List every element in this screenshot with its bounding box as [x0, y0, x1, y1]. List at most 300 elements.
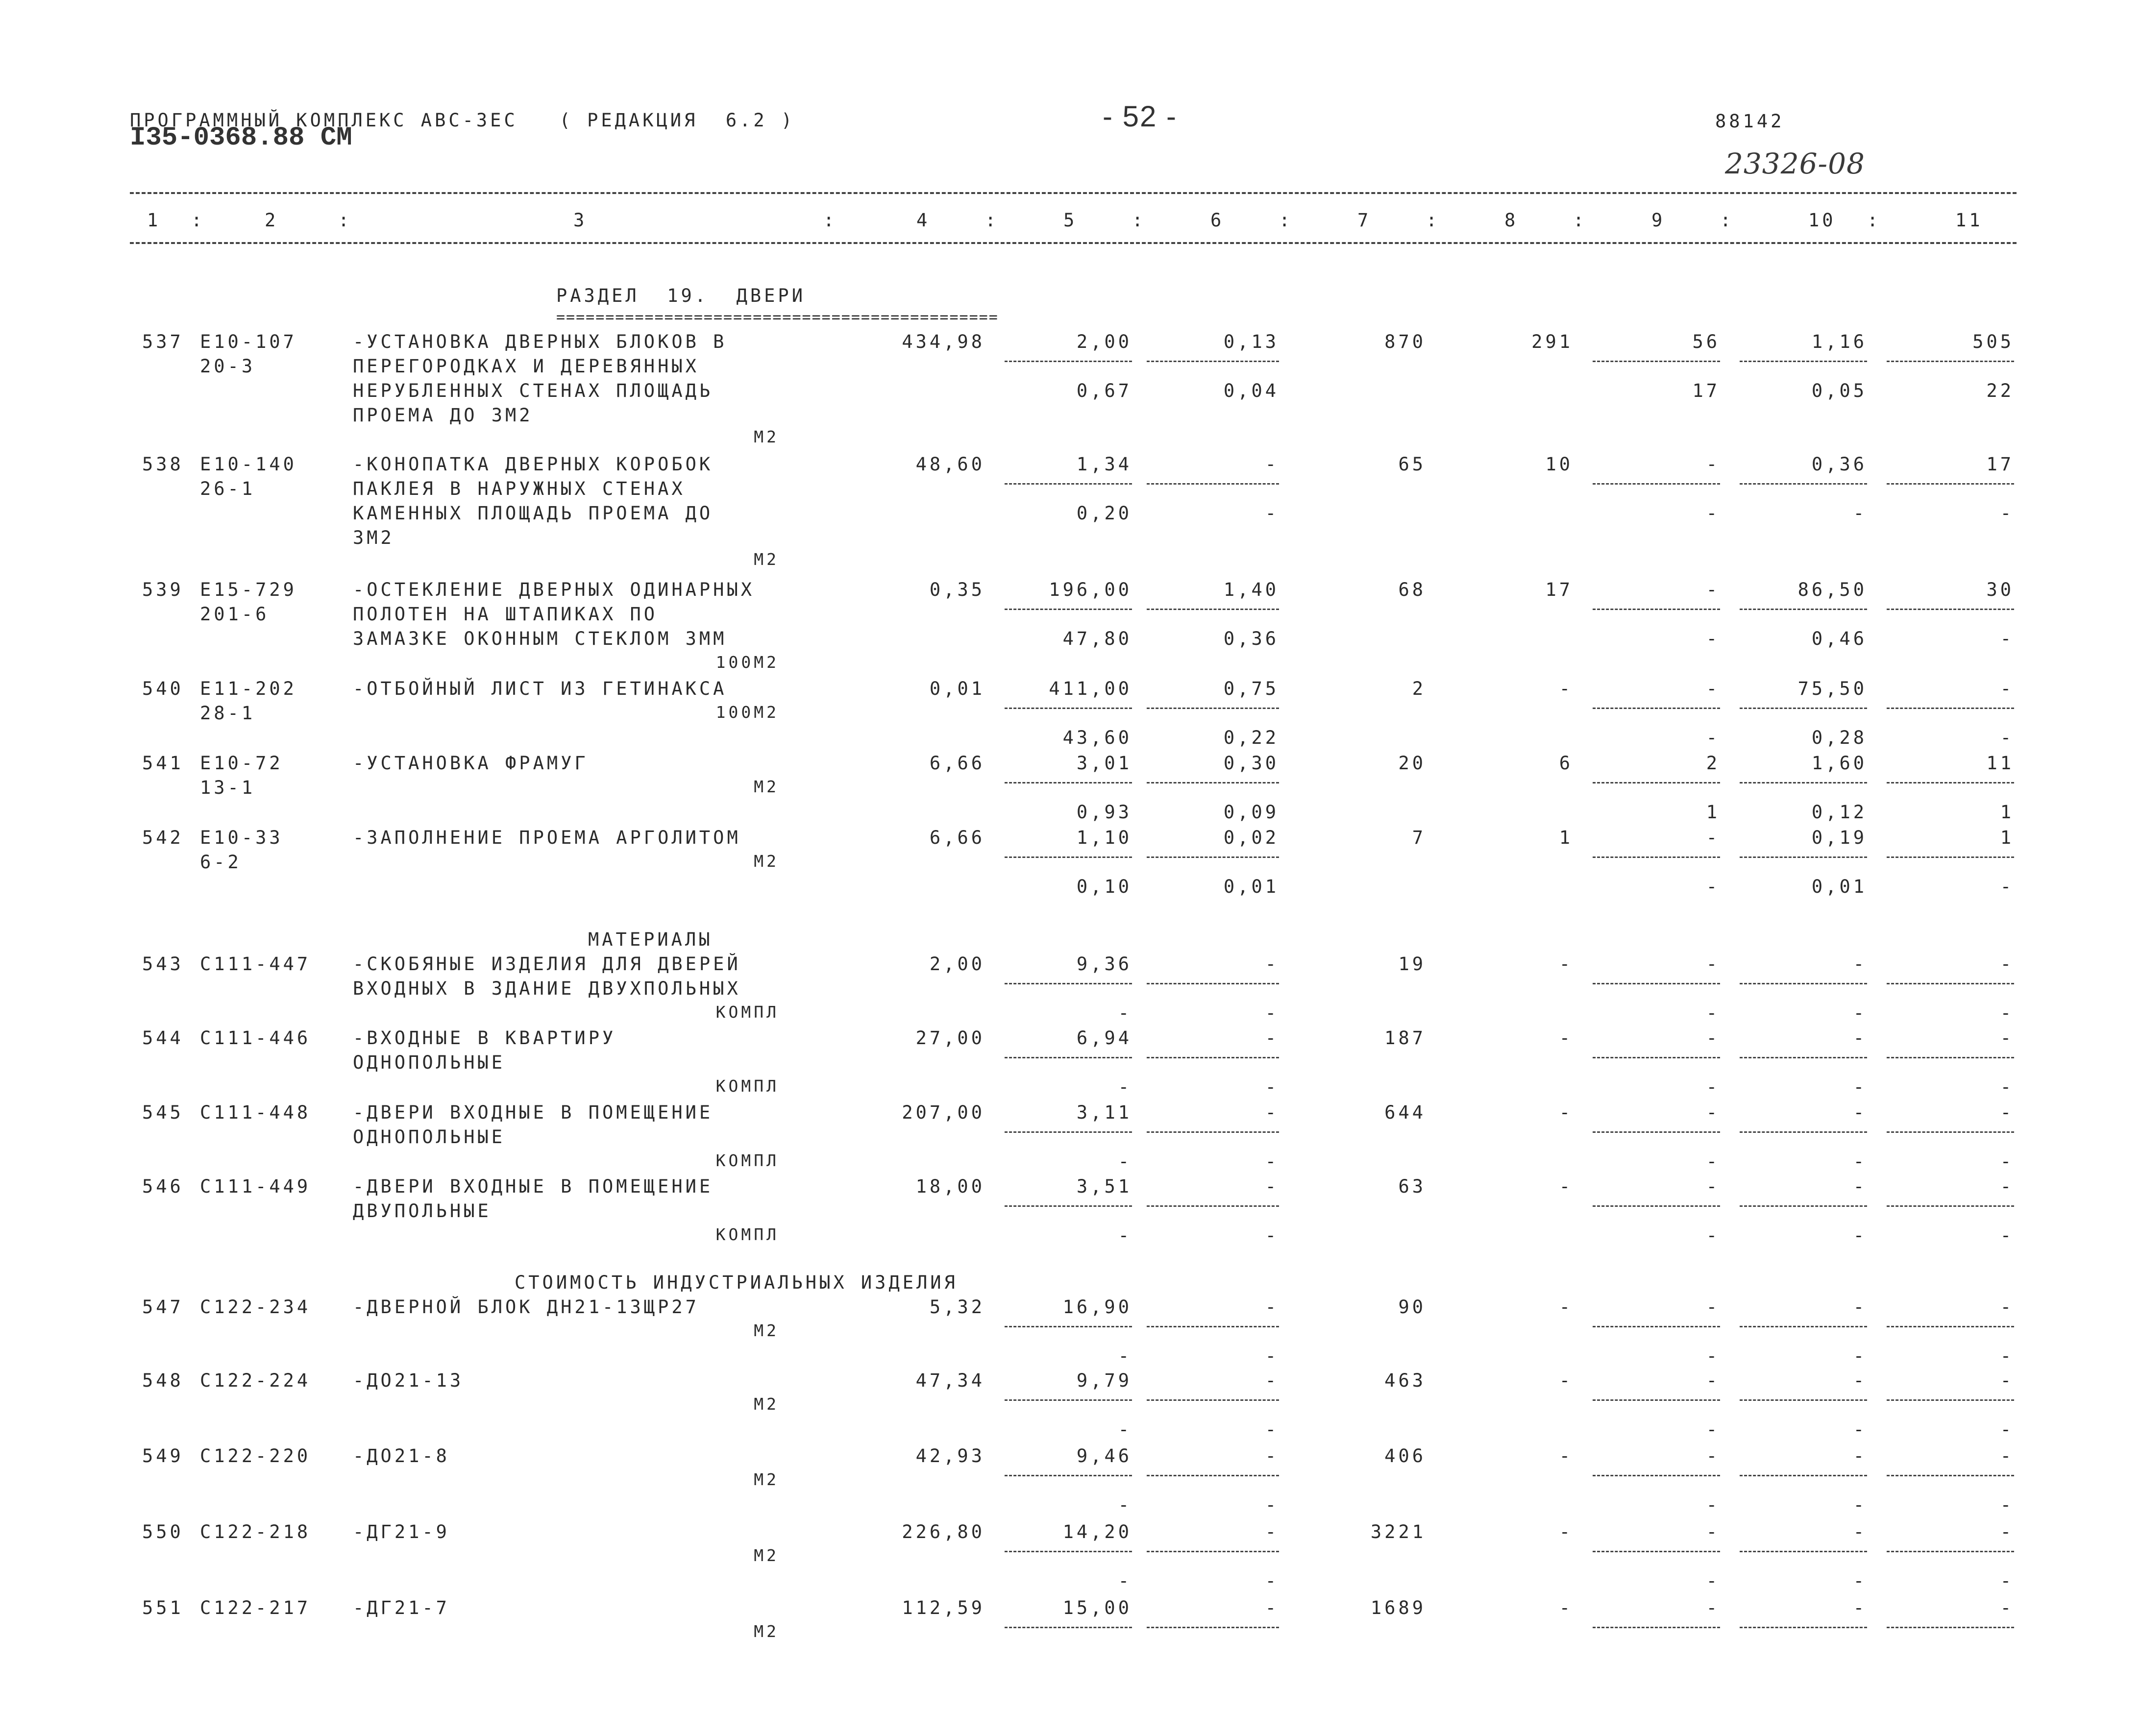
cell-c8: -	[1559, 1176, 1573, 1197]
cell-c4: 27,00	[915, 1027, 985, 1049]
cell-c11: 11	[1986, 753, 2014, 774]
cell-separator	[1593, 1131, 1720, 1133]
cell-c4: 207,00	[902, 1102, 985, 1123]
cell-c11: -	[2000, 1521, 2014, 1542]
cell-c5: 3,51	[1076, 1176, 1132, 1197]
cell-c5: 9,36	[1076, 954, 1132, 975]
cell-separator	[1740, 1399, 1867, 1401]
cell-separator	[1740, 1627, 1867, 1628]
row-number: 546	[142, 1176, 184, 1197]
section-underline: =============================================	[556, 309, 999, 326]
cell-c4: 434,98	[902, 331, 985, 352]
row-unit: М2	[754, 1321, 779, 1340]
cell-s9: -	[1706, 1345, 1720, 1367]
cell-c6: 1,40	[1223, 579, 1279, 600]
cell-separator	[1005, 609, 1132, 610]
cell-c5: 9,79	[1076, 1370, 1132, 1391]
cell-c6: -	[1265, 1102, 1279, 1123]
cell-separator	[1740, 361, 1867, 362]
cell-separator	[1593, 856, 1720, 858]
column-header-12: 7	[1357, 210, 1372, 231]
cell-c8: -	[1559, 1521, 1573, 1542]
cell-c11: 30	[1986, 579, 2014, 600]
cell-c6: -	[1265, 1027, 1279, 1049]
cell-separator	[1005, 708, 1132, 709]
cell-s9: -	[1706, 503, 1720, 524]
cell-c6: -	[1265, 1445, 1279, 1467]
cell-s10: -	[1853, 503, 1867, 524]
row-description-line: -УСТАНОВКА ФРАМУГ	[353, 753, 589, 774]
cell-separator	[1005, 983, 1132, 984]
cell-separator	[1147, 1131, 1279, 1133]
cell-separator	[1887, 782, 2014, 783]
row-description-line: ПЕРЕГОРОДКАХ И ДЕРЕВЯННЫХ	[353, 356, 699, 377]
cell-s10: -	[1853, 1076, 1867, 1098]
cell-c5: 6,94	[1076, 1027, 1132, 1049]
row-number: 550	[142, 1521, 184, 1542]
cell-separator	[1147, 983, 1279, 984]
cell-s11: 22	[1986, 380, 2014, 401]
cell-separator	[1740, 1475, 1867, 1476]
cell-c4: 6,66	[929, 827, 985, 848]
cell-c7: 90	[1398, 1296, 1426, 1318]
cell-c8: -	[1559, 1102, 1573, 1123]
cell-c9: -	[1706, 579, 1720, 600]
row-description-line: 3М2	[353, 527, 394, 548]
cell-c8: 291	[1531, 331, 1573, 352]
cell-c4: 2,00	[929, 954, 985, 975]
cell-c7: 63	[1398, 1176, 1426, 1197]
row-code: Е10-33	[200, 827, 283, 848]
cell-c8: 1	[1559, 827, 1573, 848]
cell-separator	[1147, 609, 1279, 610]
row-number: 549	[142, 1445, 184, 1467]
page-number: - 52 -	[1103, 100, 1178, 133]
cell-c9: -	[1706, 678, 1720, 699]
cell-c8: 17	[1545, 579, 1573, 600]
cell-c6: 0,30	[1223, 753, 1279, 774]
cell-separator	[1887, 609, 2014, 610]
cell-c5: 411,00	[1049, 678, 1132, 699]
cell-c11: -	[2000, 1370, 2014, 1391]
cell-c5: 3,11	[1076, 1102, 1132, 1123]
cell-c10: -	[1853, 1597, 1867, 1618]
row-description-line: -ОСТЕКЛЕНИЕ ДВЕРНЫХ ОДИНАРНЫХ	[353, 579, 755, 600]
cell-separator	[1593, 609, 1720, 610]
cell-c9: -	[1706, 1296, 1720, 1318]
cell-c8: -	[1559, 678, 1573, 699]
cell-separator	[1887, 483, 2014, 485]
cell-s6: 0,09	[1223, 802, 1279, 823]
cell-separator	[1147, 361, 1279, 362]
cell-c6: -	[1265, 1176, 1279, 1197]
cell-s6: 0,04	[1223, 380, 1279, 401]
row-unit: КОМПЛ	[715, 1002, 779, 1022]
cell-c10: -	[1853, 1521, 1867, 1542]
row-unit: М2	[754, 1470, 779, 1489]
cell-separator	[1147, 1399, 1279, 1401]
cell-c10: -	[1853, 1296, 1867, 1318]
cell-c9: -	[1706, 1176, 1720, 1197]
cell-separator	[1593, 708, 1720, 709]
row-description-line: -ДВЕРИ ВХОДНЫЕ В ПОМЕЩЕНИЕ	[353, 1176, 714, 1197]
cell-separator	[1005, 361, 1132, 362]
cell-c11: -	[2000, 954, 2014, 975]
cell-c11: -	[2000, 1597, 2014, 1618]
cell-c9: -	[1706, 1445, 1720, 1467]
cell-c7: 644	[1384, 1102, 1426, 1123]
cell-s11: -	[2000, 628, 2014, 649]
row-description-line: -ДВЕРИ ВХОДНЫЕ В ПОМЕЩЕНИЕ	[353, 1102, 714, 1123]
row-number: 545	[142, 1102, 184, 1123]
row-code: С122-218	[200, 1521, 311, 1542]
row-description-line: ЗАМАЗКЕ ОКОННЫМ СТЕКЛОМ 3ММ	[353, 628, 727, 649]
cell-s6: -	[1265, 1419, 1279, 1440]
cell-separator	[1887, 1399, 2014, 1401]
cell-c6: 0,02	[1223, 827, 1279, 848]
cell-separator	[1887, 983, 2014, 984]
cell-s5: 0,67	[1076, 380, 1132, 401]
cell-c9: -	[1706, 1370, 1720, 1391]
cell-s9: -	[1706, 1151, 1720, 1172]
cell-s10: 0,12	[1811, 802, 1867, 823]
cell-separator	[1887, 1205, 2014, 1207]
row-code: С122-217	[200, 1597, 311, 1618]
column-header-0: 1	[147, 210, 161, 231]
cell-c10: 75,50	[1797, 678, 1867, 699]
cell-s5: 0,93	[1076, 802, 1132, 823]
cell-c10: -	[1853, 1445, 1867, 1467]
cell-c7: 20	[1398, 753, 1426, 774]
cell-c8: 6	[1559, 753, 1573, 774]
cell-s6: 0,36	[1223, 628, 1279, 649]
row-number: 540	[142, 678, 184, 699]
cell-c10: 0,19	[1811, 827, 1867, 848]
cell-s5: -	[1118, 1151, 1132, 1172]
row-description-line: ВХОДНЫХ В ЗДАНИЕ ДВУХПОЛЬНЫХ	[353, 978, 741, 999]
cell-s5: -	[1118, 1002, 1132, 1024]
cell-c11: -	[2000, 1027, 2014, 1049]
cell-c5: 3,01	[1076, 753, 1132, 774]
row-description-line: ПРОЕМА ДО 3М2	[353, 405, 533, 426]
column-header-3: :	[338, 210, 352, 231]
cell-separator	[1005, 1057, 1132, 1058]
industrial-heading: СТОИМОСТЬ ИНДУСТРИАЛЬНЫХ ИЗДЕЛИЯ	[515, 1272, 958, 1293]
cell-c9: -	[1706, 1597, 1720, 1618]
row-number: 544	[142, 1027, 184, 1049]
cell-c11: -	[2000, 678, 2014, 699]
cell-s6: 0,22	[1223, 727, 1279, 748]
cell-s5: 0,20	[1076, 503, 1132, 524]
cell-s5: -	[1118, 1225, 1132, 1246]
cell-separator	[1887, 1475, 2014, 1476]
cell-s11: -	[2000, 876, 2014, 897]
cell-c5: 1,34	[1076, 454, 1132, 475]
cell-c4: 112,59	[902, 1597, 985, 1618]
row-description-line: ДВУПОЛЬНЫЕ	[353, 1200, 492, 1222]
cell-separator	[1005, 1399, 1132, 1401]
row-description-line: ПАКЛЕЯ В НАРУЖНЫХ СТЕНАХ	[353, 478, 686, 499]
cell-s5: 47,80	[1062, 628, 1132, 649]
cell-s9: -	[1706, 727, 1720, 748]
cell-c10: 86,50	[1797, 579, 1867, 600]
row-code: С111-448	[200, 1102, 311, 1123]
row-description-line: НЕРУБЛЕННЫХ СТЕНАХ ПЛОЩАДЬ	[353, 380, 714, 401]
cell-separator	[1005, 1131, 1132, 1133]
row-unit: М2	[754, 427, 779, 446]
cell-c4: 5,32	[929, 1296, 985, 1318]
row-description-line: -ДГ21-9	[353, 1521, 450, 1542]
cell-c11: -	[2000, 1176, 2014, 1197]
cell-separator	[1740, 782, 1867, 783]
cell-c7: 1689	[1370, 1597, 1426, 1618]
row-description-line: -ДО21-8	[353, 1445, 450, 1467]
cell-separator	[1147, 856, 1279, 858]
cell-c10: -	[1853, 1370, 1867, 1391]
cell-separator	[1593, 1057, 1720, 1058]
column-header-5: :	[823, 210, 837, 231]
cell-c8: -	[1559, 1370, 1573, 1391]
row-code-sub: 201-6	[200, 604, 270, 625]
row-description-line: -СКОБЯНЫЕ ИЗДЕЛИЯ ДЛЯ ДВЕРЕЙ	[353, 954, 741, 975]
row-code: Е15-729	[200, 579, 297, 600]
column-header-19: :	[1867, 210, 1881, 231]
cell-separator	[1593, 1475, 1720, 1476]
cell-separator	[1005, 1205, 1132, 1207]
cell-c11: -	[2000, 1102, 2014, 1123]
handwritten-number: 23326-08	[1725, 147, 1865, 180]
column-header-11: :	[1279, 210, 1293, 231]
cell-s11: -	[2000, 1494, 2014, 1516]
cell-c7: 3221	[1370, 1521, 1426, 1542]
row-unit: М2	[754, 550, 779, 569]
row-description-line: -ДВЕРНОЙ БЛОК ДН21-13ЩР27	[353, 1296, 699, 1318]
cell-separator	[1147, 782, 1279, 783]
cell-c4: 18,00	[915, 1176, 985, 1197]
cell-c4: 47,34	[915, 1370, 985, 1391]
cell-separator	[1740, 609, 1867, 610]
cell-c4: 0,01	[929, 678, 985, 699]
row-code-sub: 28-1	[200, 703, 256, 724]
cell-separator	[1887, 1627, 2014, 1628]
cell-separator	[1887, 708, 2014, 709]
cell-c11: -	[2000, 1296, 2014, 1318]
cell-s5: -	[1118, 1345, 1132, 1367]
cell-separator	[1147, 1475, 1279, 1476]
column-header-1: :	[191, 210, 205, 231]
row-code: С111-449	[200, 1176, 311, 1197]
row-number: 542	[142, 827, 184, 848]
cell-c10: 0,36	[1811, 454, 1867, 475]
cell-c10: -	[1853, 1102, 1867, 1123]
section-title: РАЗДЕЛ 19. ДВЕРИ	[556, 285, 806, 306]
cell-c5: 15,00	[1062, 1597, 1132, 1618]
cell-c9: -	[1706, 1027, 1720, 1049]
cell-s9: -	[1706, 1494, 1720, 1516]
cell-s9: -	[1706, 1419, 1720, 1440]
cell-separator	[1147, 708, 1279, 709]
row-description-line: -ОТБОЙНЫЙ ЛИСТ ИЗ ГЕТИНАКСА	[353, 678, 727, 699]
cell-c10: 1,16	[1811, 331, 1867, 352]
cell-separator	[1005, 1551, 1132, 1552]
cell-s11: -	[2000, 1225, 2014, 1246]
cell-s11: -	[2000, 1419, 2014, 1440]
column-header-8: 5	[1063, 210, 1078, 231]
row-code: Е10-140	[200, 454, 297, 475]
column-header-4: 3	[573, 210, 588, 231]
cell-s9: -	[1706, 628, 1720, 649]
cell-c6: -	[1265, 1296, 1279, 1318]
column-header-16: 9	[1651, 210, 1666, 231]
cell-c9: -	[1706, 454, 1720, 475]
row-number: 539	[142, 579, 184, 600]
cell-c11: -	[2000, 1445, 2014, 1467]
cell-c5: 1,10	[1076, 827, 1132, 848]
row-unit: 100М2	[715, 653, 779, 672]
cell-c10: 1,60	[1811, 753, 1867, 774]
cell-s6: -	[1265, 1225, 1279, 1246]
cell-c6: -	[1265, 1370, 1279, 1391]
cell-c10: -	[1853, 1027, 1867, 1049]
column-header-9: :	[1132, 210, 1146, 231]
cell-separator	[1005, 483, 1132, 485]
cell-separator	[1005, 1326, 1132, 1327]
cell-s11: 1	[2000, 802, 2014, 823]
cell-s6: -	[1265, 1151, 1279, 1172]
cell-s10: 0,28	[1811, 727, 1867, 748]
cell-c10: -	[1853, 1176, 1867, 1197]
cell-c7: 870	[1384, 331, 1426, 352]
cell-c7: 2	[1412, 678, 1426, 699]
cell-s10: -	[1853, 1494, 1867, 1516]
cell-s6: -	[1265, 1345, 1279, 1367]
cell-separator	[1740, 983, 1867, 984]
cell-c8: -	[1559, 1445, 1573, 1467]
cell-separator	[1005, 856, 1132, 858]
cell-c4: 42,93	[915, 1445, 985, 1467]
column-header-7: :	[985, 210, 999, 231]
cell-s10: 0,01	[1811, 876, 1867, 897]
row-code-sub: 20-3	[200, 356, 256, 377]
row-code: С111-447	[200, 954, 311, 975]
cell-s5: -	[1118, 1494, 1132, 1516]
cell-c5: 9,46	[1076, 1445, 1132, 1467]
cell-s9: 17	[1692, 380, 1720, 401]
row-description-line: -КОНОПАТКА ДВЕРНЫХ КОРОБОК	[353, 454, 714, 475]
cell-c5: 196,00	[1049, 579, 1132, 600]
row-unit: М2	[754, 1546, 779, 1565]
cell-c7: 68	[1398, 579, 1426, 600]
row-code-sub: 13-1	[200, 777, 256, 798]
row-code: С122-234	[200, 1296, 311, 1318]
cell-c11: 505	[1972, 331, 2014, 352]
cell-c11: 1	[2000, 827, 2014, 848]
row-description-line: -УСТАНОВКА ДВЕРНЫХ БЛОКОВ В	[353, 331, 727, 352]
cell-separator	[1593, 782, 1720, 783]
row-unit: М2	[754, 1622, 779, 1641]
column-header-17: :	[1720, 210, 1734, 231]
cell-separator	[1887, 361, 2014, 362]
cell-separator	[1593, 1551, 1720, 1552]
cell-s10: -	[1853, 1345, 1867, 1367]
cell-c9: 56	[1692, 331, 1720, 352]
cell-c8: -	[1559, 1296, 1573, 1318]
cell-s5: 43,60	[1062, 727, 1132, 748]
row-unit: КОМПЛ	[715, 1225, 779, 1244]
header-rule-top	[130, 192, 2017, 194]
cell-s10: -	[1853, 1002, 1867, 1024]
cell-s5: 0,10	[1076, 876, 1132, 897]
cell-s10: -	[1853, 1419, 1867, 1440]
cell-c11: 17	[1986, 454, 2014, 475]
cell-separator	[1147, 483, 1279, 485]
document-code: I35-0368.88 СМ	[130, 123, 352, 153]
cell-c6: -	[1265, 1521, 1279, 1542]
cell-separator	[1593, 1399, 1720, 1401]
cell-c9: -	[1706, 1102, 1720, 1123]
row-description-line: ПОЛОТЕН НА ШТАПИКАХ ПО	[353, 604, 658, 625]
cell-s10: -	[1853, 1570, 1867, 1591]
cell-c4: 226,80	[902, 1521, 985, 1542]
cell-separator	[1887, 856, 2014, 858]
row-number: 537	[142, 331, 184, 352]
cell-c9: 2	[1706, 753, 1720, 774]
cell-s11: -	[2000, 1345, 2014, 1367]
column-header-15: :	[1573, 210, 1587, 231]
cell-c7: 7	[1412, 827, 1426, 848]
row-number: 541	[142, 753, 184, 774]
cell-c6: -	[1265, 454, 1279, 475]
cell-separator	[1740, 483, 1867, 485]
row-number: 543	[142, 954, 184, 975]
cell-s9: -	[1706, 1570, 1720, 1591]
column-header-13: :	[1426, 210, 1440, 231]
cell-s9: -	[1706, 876, 1720, 897]
cell-separator	[1740, 856, 1867, 858]
cell-separator	[1593, 1326, 1720, 1327]
row-code: С122-220	[200, 1445, 311, 1467]
cell-separator	[1740, 708, 1867, 709]
cell-c4: 48,60	[915, 454, 985, 475]
row-unit: КОМПЛ	[715, 1076, 779, 1096]
cell-s6: 0,01	[1223, 876, 1279, 897]
cell-separator	[1005, 1627, 1132, 1628]
row-number: 538	[142, 454, 184, 475]
cell-c5: 14,20	[1062, 1521, 1132, 1542]
cell-separator	[1887, 1326, 2014, 1327]
row-code: С122-224	[200, 1370, 311, 1391]
cell-s6: -	[1265, 1076, 1279, 1098]
cell-separator	[1147, 1627, 1279, 1628]
cell-c5: 16,90	[1062, 1296, 1132, 1318]
row-code: С111-446	[200, 1027, 311, 1049]
header-rule-bottom	[130, 242, 2017, 244]
cell-separator	[1147, 1326, 1279, 1327]
cell-c9: -	[1706, 1521, 1720, 1542]
cell-separator	[1593, 361, 1720, 362]
cell-s10: -	[1853, 1151, 1867, 1172]
column-header-10: 6	[1210, 210, 1225, 231]
cell-c8: -	[1559, 954, 1573, 975]
column-header-18: 10	[1808, 210, 1836, 231]
program-header: ПРОГРАММНЫЙ КОМПЛЕКС АВС-ЗЕС ( РЕДАКЦИЯ 6.2 )	[130, 110, 795, 131]
cell-s5: -	[1118, 1076, 1132, 1098]
cell-c7: 19	[1398, 954, 1426, 975]
cell-s11: -	[2000, 503, 2014, 524]
cell-separator	[1887, 1131, 2014, 1133]
cell-separator	[1005, 1475, 1132, 1476]
row-description-line: -ВХОДНЫЕ В КВАРТИРУ	[353, 1027, 616, 1049]
